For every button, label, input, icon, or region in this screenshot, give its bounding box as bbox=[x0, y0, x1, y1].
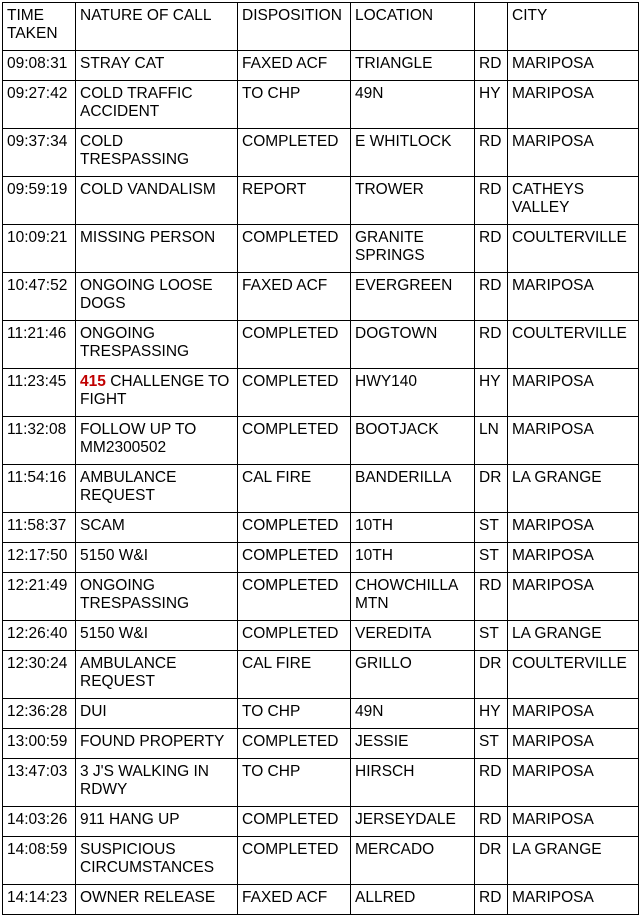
cell-city: MARIPOSA bbox=[508, 51, 639, 81]
cell-suffix: ST bbox=[475, 729, 508, 759]
cell-suffix: HY bbox=[475, 81, 508, 129]
cell-disposition: TO CHP bbox=[238, 699, 351, 729]
cell-city: MARIPOSA bbox=[508, 369, 639, 417]
cell-city: MARIPOSA bbox=[508, 273, 639, 321]
header-city: CITY bbox=[508, 3, 639, 51]
cell-disposition: COMPLETED bbox=[238, 807, 351, 837]
cell-nature: STRAY CAT bbox=[76, 51, 238, 81]
cell-suffix: RD bbox=[475, 807, 508, 837]
cell-disposition: COMPLETED bbox=[238, 837, 351, 885]
cell-disposition: COMPLETED bbox=[238, 417, 351, 465]
cell-location: CHOWCHILLA MTN bbox=[351, 573, 475, 621]
cell-disposition: FAXED ACF bbox=[238, 51, 351, 81]
cell-disposition: COMPLETED bbox=[238, 129, 351, 177]
cell-suffix: RD bbox=[475, 273, 508, 321]
cell-time: 11:54:16 bbox=[3, 465, 76, 513]
cell-disposition: TO CHP bbox=[238, 759, 351, 807]
cell-disposition: TO CHP bbox=[238, 81, 351, 129]
cell-location: 10TH bbox=[351, 513, 475, 543]
cell-location: BANDERILLA bbox=[351, 465, 475, 513]
cell-nature: COLD TRESPASSING bbox=[76, 129, 238, 177]
cell-city: MARIPOSA bbox=[508, 513, 639, 543]
header-disposition: DISPOSITION bbox=[238, 3, 351, 51]
cell-disposition: FAXED ACF bbox=[238, 885, 351, 915]
cell-city: CATHEYS VALLEY bbox=[508, 177, 639, 225]
cell-disposition: CAL FIRE bbox=[238, 465, 351, 513]
cell-suffix: DR bbox=[475, 837, 508, 885]
header-time: TIME TAKEN bbox=[3, 3, 76, 51]
cell-disposition: COMPLETED bbox=[238, 573, 351, 621]
cell-location: GRANITE SPRINGS bbox=[351, 225, 475, 273]
cell-nature: MISSING PERSON bbox=[76, 225, 238, 273]
table-row bbox=[3, 225, 639, 273]
cell-suffix: DR bbox=[475, 465, 508, 513]
cell-time: 12:36:28 bbox=[3, 699, 76, 729]
cell-suffix: RD bbox=[475, 759, 508, 807]
cell-nature: 911 HANG UP bbox=[76, 807, 238, 837]
cell-time: 11:58:37 bbox=[3, 513, 76, 543]
cell-location: 10TH bbox=[351, 543, 475, 573]
cell-suffix: ST bbox=[475, 513, 508, 543]
cell-nature: DUI bbox=[76, 699, 238, 729]
cell-suffix: ST bbox=[475, 621, 508, 651]
cell-disposition: REPORT bbox=[238, 177, 351, 225]
cell-city: MARIPOSA bbox=[508, 573, 639, 621]
cell-city: MARIPOSA bbox=[508, 129, 639, 177]
cell-time: 12:17:50 bbox=[3, 543, 76, 573]
cell-nature: 5150 W&I bbox=[76, 621, 238, 651]
cell-location: TRIANGLE bbox=[351, 51, 475, 81]
cell-suffix: HY bbox=[475, 699, 508, 729]
header-suffix bbox=[475, 3, 508, 51]
cell-disposition: FAXED ACF bbox=[238, 273, 351, 321]
table-row bbox=[3, 129, 639, 177]
cell-suffix: RD bbox=[475, 51, 508, 81]
cell-disposition: COMPLETED bbox=[238, 543, 351, 573]
cell-nature: 3 J'S WALKING IN RDWY bbox=[76, 759, 238, 807]
nature-code: 415 bbox=[80, 373, 106, 390]
cell-time: 10:47:52 bbox=[3, 273, 76, 321]
cell-city: MARIPOSA bbox=[508, 759, 639, 807]
header-row bbox=[3, 3, 639, 51]
cell-disposition: COMPLETED bbox=[238, 225, 351, 273]
cell-city: MARIPOSA bbox=[508, 807, 639, 837]
cell-location: HIRSCH bbox=[351, 759, 475, 807]
table-row bbox=[3, 513, 639, 543]
cell-location: 49N bbox=[351, 81, 475, 129]
cell-nature bbox=[76, 369, 238, 417]
cell-city: MARIPOSA bbox=[508, 885, 639, 915]
cell-nature: OWNER RELEASE bbox=[76, 885, 238, 915]
table-row bbox=[3, 885, 639, 915]
cell-disposition: COMPLETED bbox=[238, 369, 351, 417]
cell-time: 14:08:59 bbox=[3, 837, 76, 885]
cell-city: MARIPOSA bbox=[508, 543, 639, 573]
cell-time: 10:09:21 bbox=[3, 225, 76, 273]
cell-location: HWY140 bbox=[351, 369, 475, 417]
cell-city: COULTERVILLE bbox=[508, 321, 639, 369]
cell-city: MARIPOSA bbox=[508, 729, 639, 759]
cell-nature: COLD VANDALISM bbox=[76, 177, 238, 225]
cell-suffix: RD bbox=[475, 177, 508, 225]
cell-suffix: HY bbox=[475, 369, 508, 417]
cell-suffix: DR bbox=[475, 651, 508, 699]
cell-time: 13:47:03 bbox=[3, 759, 76, 807]
cell-time: 11:23:45 bbox=[3, 369, 76, 417]
cell-city: COULTERVILLE bbox=[508, 225, 639, 273]
table-row bbox=[3, 465, 639, 513]
header-nature: NATURE OF CALL bbox=[76, 3, 238, 51]
table-row bbox=[3, 321, 639, 369]
nature-text: CHALLENGE TO FIGHT bbox=[80, 373, 230, 408]
cell-location: GRILLO bbox=[351, 651, 475, 699]
table-row bbox=[3, 51, 639, 81]
cell-time: 09:59:19 bbox=[3, 177, 76, 225]
cell-city: LA GRANGE bbox=[508, 837, 639, 885]
cell-time: 11:21:46 bbox=[3, 321, 76, 369]
cell-time: 12:30:24 bbox=[3, 651, 76, 699]
table-row bbox=[3, 807, 639, 837]
cell-nature: ONGOING TRESPASSING bbox=[76, 573, 238, 621]
cell-time: 14:14:23 bbox=[3, 885, 76, 915]
cell-suffix: RD bbox=[475, 321, 508, 369]
table-row bbox=[3, 729, 639, 759]
cell-location: BOOTJACK bbox=[351, 417, 475, 465]
cell-disposition: COMPLETED bbox=[238, 513, 351, 543]
table-row bbox=[3, 699, 639, 729]
cell-nature: 5150 W&I bbox=[76, 543, 238, 573]
cell-city: LA GRANGE bbox=[508, 465, 639, 513]
cell-disposition: COMPLETED bbox=[238, 729, 351, 759]
cell-time: 09:37:34 bbox=[3, 129, 76, 177]
cell-time: 11:32:08 bbox=[3, 417, 76, 465]
cell-nature: AMBULANCE REQUEST bbox=[76, 465, 238, 513]
cell-nature: SUSPICIOUS CIRCUMSTANCES bbox=[76, 837, 238, 885]
cell-suffix: RD bbox=[475, 885, 508, 915]
cell-suffix: RD bbox=[475, 573, 508, 621]
table-row bbox=[3, 273, 639, 321]
cell-time: 12:26:40 bbox=[3, 621, 76, 651]
table-row bbox=[3, 417, 639, 465]
call-log-table bbox=[2, 2, 639, 915]
table-row bbox=[3, 177, 639, 225]
cell-nature: FOUND PROPERTY bbox=[76, 729, 238, 759]
cell-city: MARIPOSA bbox=[508, 699, 639, 729]
cell-nature: ONGOING TRESPASSING bbox=[76, 321, 238, 369]
cell-disposition: COMPLETED bbox=[238, 621, 351, 651]
table-row bbox=[3, 369, 639, 417]
cell-location: TROWER bbox=[351, 177, 475, 225]
table-row bbox=[3, 81, 639, 129]
cell-time: 14:03:26 bbox=[3, 807, 76, 837]
cell-time: 09:27:42 bbox=[3, 81, 76, 129]
cell-suffix: RD bbox=[475, 225, 508, 273]
cell-city: COULTERVILLE bbox=[508, 651, 639, 699]
table-row bbox=[3, 759, 639, 807]
cell-location: ALLRED bbox=[351, 885, 475, 915]
cell-location: 49N bbox=[351, 699, 475, 729]
cell-city: MARIPOSA bbox=[508, 81, 639, 129]
cell-city: MARIPOSA bbox=[508, 417, 639, 465]
cell-suffix: LN bbox=[475, 417, 508, 465]
cell-disposition: COMPLETED bbox=[238, 321, 351, 369]
cell-time: 13:00:59 bbox=[3, 729, 76, 759]
cell-location: VEREDITA bbox=[351, 621, 475, 651]
cell-nature: FOLLOW UP TO MM2300502 bbox=[76, 417, 238, 465]
cell-location: JERSEYDALE bbox=[351, 807, 475, 837]
cell-suffix: RD bbox=[475, 129, 508, 177]
cell-time: 12:21:49 bbox=[3, 573, 76, 621]
cell-location: EVERGREEN bbox=[351, 273, 475, 321]
table-row bbox=[3, 621, 639, 651]
cell-time: 09:08:31 bbox=[3, 51, 76, 81]
cell-location: JESSIE bbox=[351, 729, 475, 759]
header-location: LOCATION bbox=[351, 3, 475, 51]
table-row bbox=[3, 837, 639, 885]
cell-location: DOGTOWN bbox=[351, 321, 475, 369]
cell-city: LA GRANGE bbox=[508, 621, 639, 651]
table-row bbox=[3, 573, 639, 621]
cell-location: E WHITLOCK bbox=[351, 129, 475, 177]
cell-disposition: CAL FIRE bbox=[238, 651, 351, 699]
cell-nature: COLD TRAFFIC ACCIDENT bbox=[76, 81, 238, 129]
cell-location: MERCADO bbox=[351, 837, 475, 885]
cell-nature: ONGOING LOOSE DOGS bbox=[76, 273, 238, 321]
cell-suffix: ST bbox=[475, 543, 508, 573]
table-row bbox=[3, 543, 639, 573]
cell-nature: AMBULANCE REQUEST bbox=[76, 651, 238, 699]
cell-nature: SCAM bbox=[76, 513, 238, 543]
table-row bbox=[3, 651, 639, 699]
